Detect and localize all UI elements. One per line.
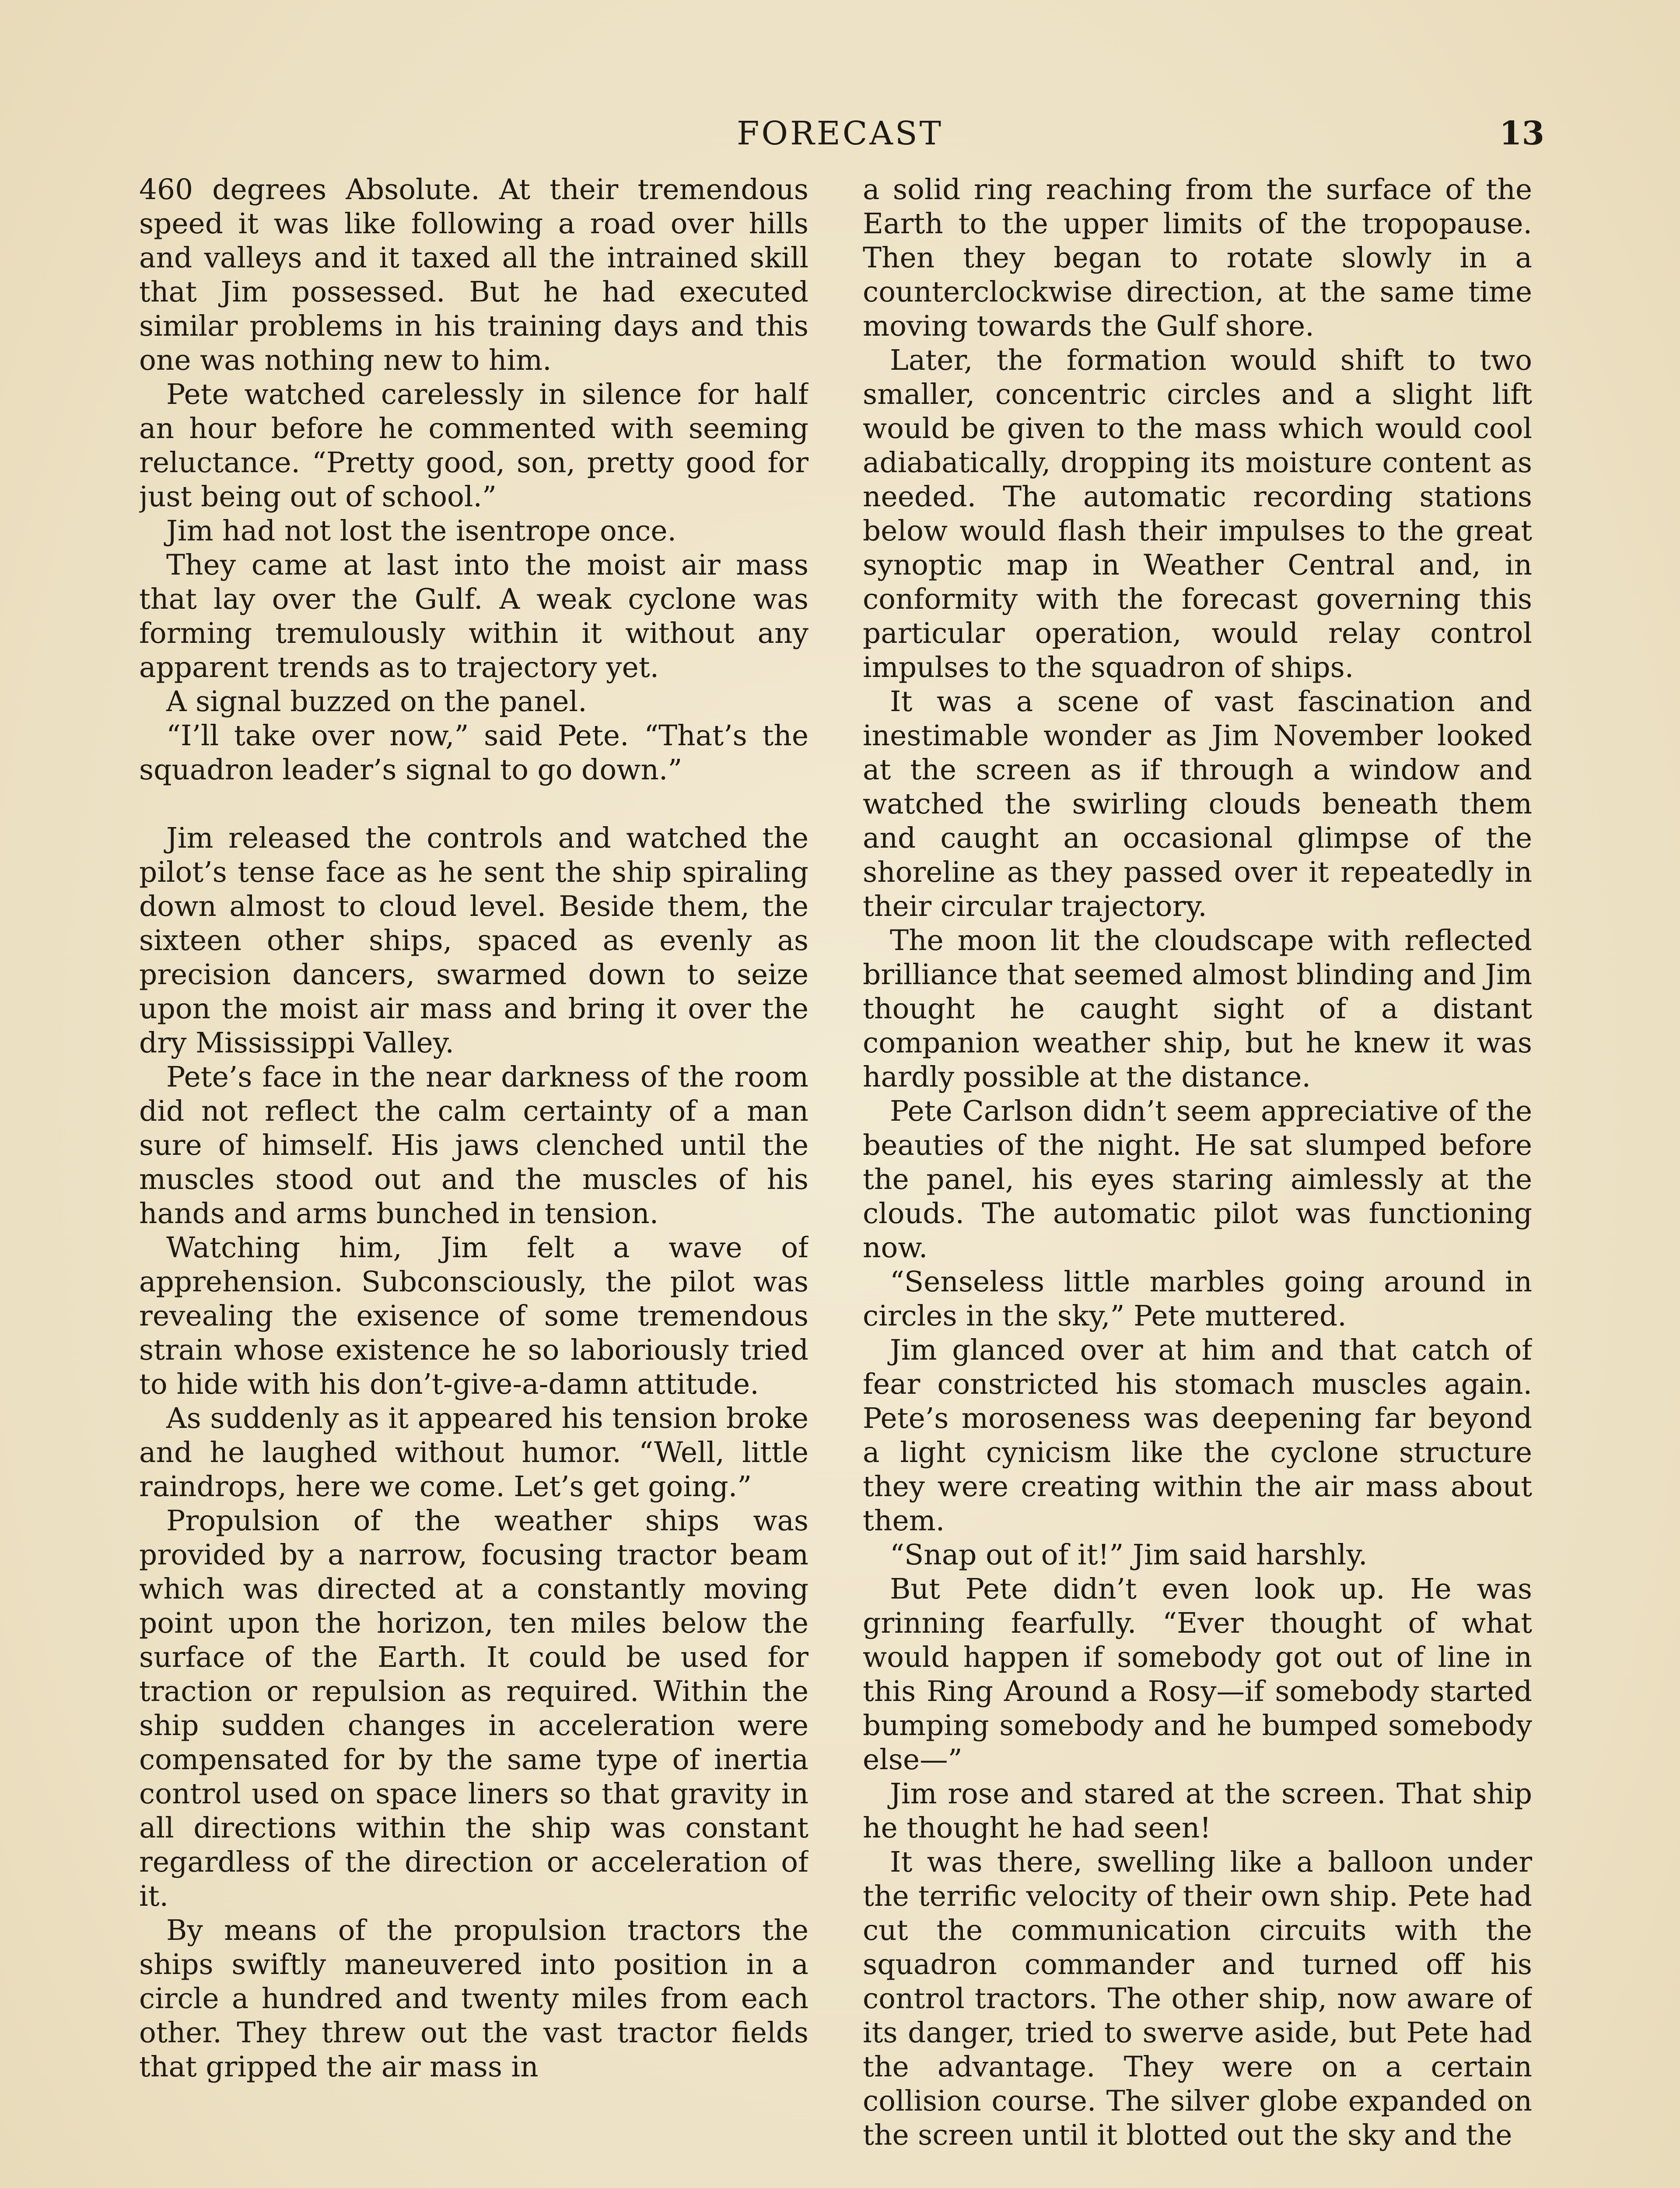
paragraph: Propulsion of the weather ships was provided by a narrow, focusing tractor beam which was directed at a constantly moving point upon the horizon, ten miles below the surface of the Earth. It could be used for traction or repulsion as required. Within the ship sudden changes in acceleration were compensated for by the same type of inertia control used on space liners so that gravity in all directions within the ship was constant regardless of the direction or acceleration of it. bbox=[139, 1504, 808, 1913]
paragraph: Pete watched carelessly in silence for half an hour before he commented with seeming reluctance. “Pretty good, son, pretty good for just being out of school.” bbox=[139, 378, 808, 513]
paragraph: “Snap out of it!” Jim said harshly. bbox=[890, 1539, 1368, 1571]
running-head bbox=[0, 109, 1680, 158]
paragraph: Jim glanced over at him and that catch of fear constricted his stomach muscles again. Pete’s moroseness was deepening far beyond a light cynicism like the cyclone structure they were creating within the air mass about them. bbox=[863, 1334, 1532, 1537]
paragraph: Later, the formation would shift to two smaller, concentric circles and a slight lift would be given to the mass which would cool adiabatically, dropping its moisture content as needed. The automatic recording stations below would flash their impulses to the great synoptic map in Weather Central and, in conformity with the forecast governing this particular operation, would relay control impulses to the squadron of ships. bbox=[863, 344, 1532, 684]
paragraph: Jim had not lost the isentrope once. bbox=[166, 515, 677, 547]
page-number: 13 bbox=[1499, 115, 1544, 152]
paragraph: “I’ll take over now,” said Pete. “That’s the squadron leader’s signal to go down.” bbox=[139, 719, 808, 786]
paragraph: As suddenly as it appeared his tension broke and he laughed without humor. “Well, little raindrops, here we come. Let’s get going.” bbox=[139, 1402, 808, 1503]
paragraph: a solid ring reaching from the surface of the Earth to the upper limits of the tropopause. Then they began to rotate slowly in a counterclockwise direction, at the same time moving towards the Gulf shore. bbox=[863, 173, 1532, 343]
paragraph: It was a scene of vast fascination and inestimable wonder as Jim November looked at the screen as if through a window and watched the swirling clouds beneath them and caught an occasional glimpse of the shoreline as they passed over it repeatedly in their circular trajectory. bbox=[863, 685, 1532, 923]
paragraph: But Pete didn’t even look up. He was grinning fearfully. “Ever thought of what would happen if somebody got out of line in this Ring Around a Rosy—if somebody started bumping somebody and he bumped somebody else—” bbox=[863, 1573, 1532, 1776]
paragraph: By means of the propulsion tractors the ships swiftly maneuvered into position in a circle a hundred and twenty miles from each other. They threw out the vast tractor fields that gripped the air mass in bbox=[139, 1914, 808, 2083]
paragraph: A signal buzzed on the panel. bbox=[166, 685, 587, 718]
paragraph: Pete’s face in the near darkness of the room did not reflect the calm certainty of a man sure of himself. His jaws clenched until the muscles stood out and the muscles of his hands and arms bunched in tension. bbox=[139, 1061, 808, 1230]
paragraph: Jim rose and stared at the screen. That ship he thought he had seen! bbox=[863, 1778, 1532, 1844]
paragraph: Watching him, Jim felt a wave of apprehension. Subconsciously, the pilot was revealing the exisence of some tremendous strain whose existence he so laboriously tried to hide with his don’t-give-a-damn attitude. bbox=[139, 1231, 808, 1401]
paragraph: Jim released the controls and watched the pilot’s tense face as he sent the ship spiraling down almost to cloud level. Beside them, the sixteen other ships, spaced as evenly as precision dancers, swarmed down to seize upon the moist air mass and bring it over the dry Mississippi Valley. bbox=[139, 822, 808, 1059]
paragraph: They came at last into the moist air mass that lay over the Gulf. A weak cyclone was forming tremulously within it without any apparent trends as to trajectory yet. bbox=[139, 549, 808, 684]
running-title: FORECAST bbox=[737, 115, 943, 152]
left-text-column bbox=[139, 173, 808, 2188]
paragraph: The moon lit the cloudscape with reflected brilliance that seemed almost blinding and Jim thought he caught sight of a distant companion weather ship, but he knew it was hardly possible at the distance. bbox=[863, 924, 1532, 1094]
paragraph: 460 degrees Absolute. At their tremendous speed it was like following a road over hills and valleys and it taxed all the intrained skill that Jim possessed. But he had executed similar problems in his training days and this one was nothing new to him. bbox=[139, 173, 808, 377]
paragraph: It was there, swelling like a balloon under the terrific velocity of their own ship. Pete had cut the communication circuits with the squadron commander and turned off his control tractors. The other ship, now aware of its danger, tried to swerve aside, but Pete had the advantage. They were on a certain collision course. The silver globe expanded on the screen until it blotted out the sky and the bbox=[863, 1846, 1532, 2152]
paragraph: Pete Carlson didn’t seem appreciative of the beauties of the night. He sat slumped before the panel, his eyes staring aimlessly at the clouds. The automatic pilot was functioning now. bbox=[863, 1095, 1532, 1264]
paragraph: “Senseless little marbles going around in circles in the sky,” Pete muttered. bbox=[863, 1266, 1532, 1332]
right-text-column bbox=[863, 173, 1532, 2188]
